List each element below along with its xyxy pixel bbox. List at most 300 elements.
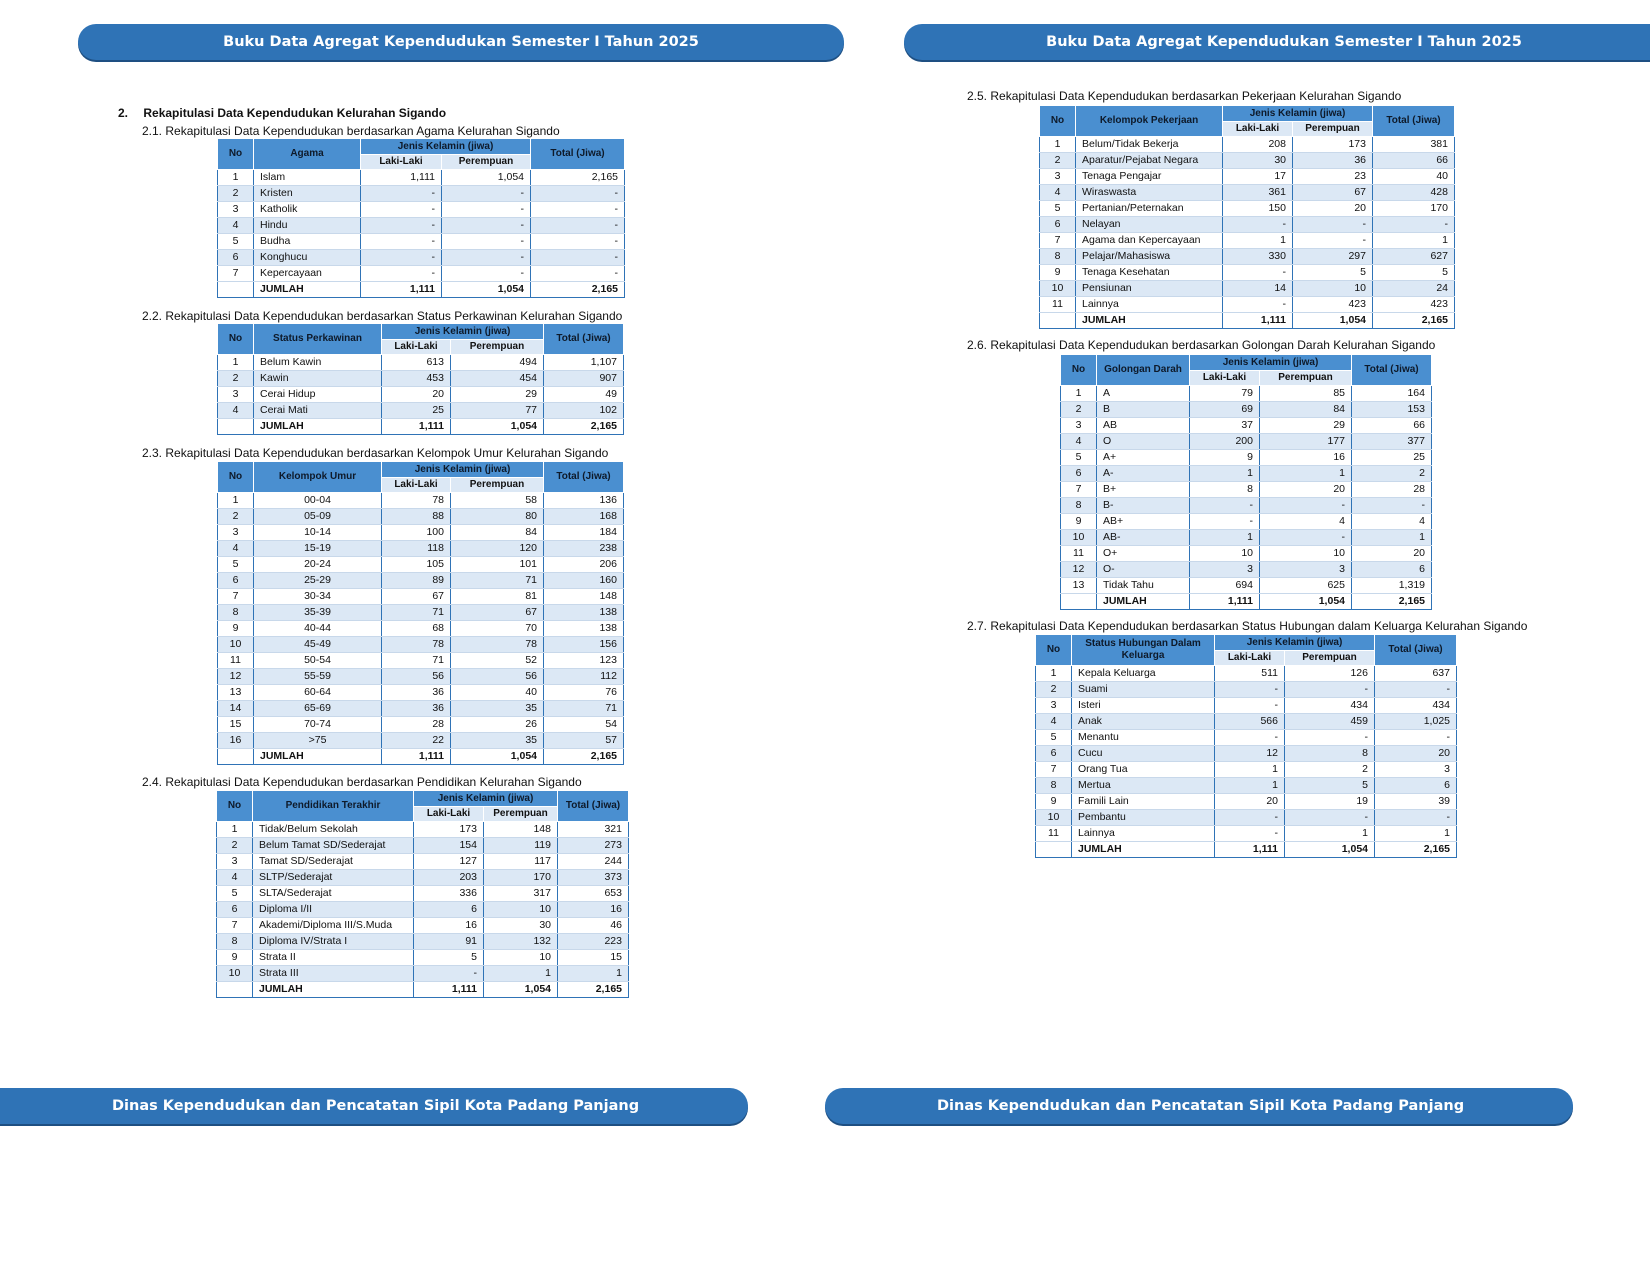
footer-title: Dinas Kependudukan dan Pencatatan Sipil Kota Padang Panjang bbox=[937, 1098, 1465, 1114]
table-row bbox=[218, 733, 624, 749]
total-male: 1,111 bbox=[414, 982, 484, 998]
row-total: 1 bbox=[1373, 233, 1455, 249]
row-female: 26 bbox=[451, 717, 544, 733]
table-row bbox=[1040, 185, 1455, 201]
row-male: 566 bbox=[1215, 714, 1285, 730]
col-header-no: No bbox=[217, 791, 253, 822]
row-no: 6 bbox=[1040, 217, 1076, 233]
row-no: 7 bbox=[218, 589, 254, 605]
row-female: 173 bbox=[1293, 137, 1373, 153]
row-female: - bbox=[442, 202, 531, 218]
row-total: 321 bbox=[558, 822, 629, 838]
row-no: 2 bbox=[1036, 682, 1072, 698]
row-male: 17 bbox=[1223, 169, 1293, 185]
row-label: Katholik bbox=[254, 202, 361, 218]
row-no: 4 bbox=[218, 541, 254, 557]
row-male: - bbox=[1223, 265, 1293, 281]
table-row bbox=[1061, 514, 1432, 530]
row-label: Mertua bbox=[1072, 778, 1215, 794]
row-no: 7 bbox=[218, 266, 254, 282]
row-female: 70 bbox=[451, 621, 544, 637]
table-pekerjaan bbox=[1039, 105, 1455, 329]
total-male: 1,111 bbox=[382, 749, 451, 765]
row-total: 20 bbox=[1375, 746, 1457, 762]
row-male: - bbox=[1223, 217, 1293, 233]
row-female: 71 bbox=[451, 573, 544, 589]
row-male: 105 bbox=[382, 557, 451, 573]
row-total: 373 bbox=[558, 870, 629, 886]
row-total: 184 bbox=[544, 525, 624, 541]
row-female: 10 bbox=[1260, 546, 1352, 562]
row-total: 112 bbox=[544, 669, 624, 685]
table-pendidikan bbox=[216, 790, 629, 998]
row-female: 52 bbox=[451, 653, 544, 669]
col-header-female: Perempuan bbox=[1260, 371, 1352, 386]
row-total: 907 bbox=[544, 371, 624, 387]
row-no: 15 bbox=[218, 717, 254, 733]
row-label: AB bbox=[1097, 418, 1190, 434]
total-label: JUMLAH bbox=[1072, 842, 1215, 858]
row-label: Tamat SD/Sederajat bbox=[253, 854, 414, 870]
row-male: - bbox=[361, 202, 442, 218]
footer-title: Dinas Kependudukan dan Pencatatan Sipil Kota Padang Panjang bbox=[112, 1098, 640, 1114]
row-label: Diploma I/II bbox=[253, 902, 414, 918]
col-header-male: Laki-Laki bbox=[1190, 371, 1260, 386]
table-perkawinan bbox=[217, 323, 624, 435]
row-total: 170 bbox=[1373, 201, 1455, 217]
row-label: B- bbox=[1097, 498, 1190, 514]
row-label: Suami bbox=[1072, 682, 1215, 698]
header-title: Buku Data Agregat Kependudukan Semester I Tahun 2025 bbox=[223, 34, 699, 50]
table-row bbox=[1040, 153, 1455, 169]
row-total: 164 bbox=[1352, 386, 1432, 402]
table-row bbox=[218, 234, 625, 250]
row-no: 3 bbox=[218, 387, 254, 403]
row-female: - bbox=[1260, 530, 1352, 546]
total-row bbox=[218, 282, 625, 298]
row-no: 7 bbox=[1040, 233, 1076, 249]
table-umur bbox=[217, 461, 624, 765]
row-label: Famili Lain bbox=[1072, 794, 1215, 810]
row-label: Lainnya bbox=[1076, 297, 1223, 313]
total-no-cell bbox=[218, 749, 254, 765]
row-female: 454 bbox=[451, 371, 544, 387]
table-row bbox=[218, 669, 624, 685]
row-no: 4 bbox=[217, 870, 253, 886]
table-row bbox=[1061, 530, 1432, 546]
col-header-male: Laki-Laki bbox=[382, 478, 451, 493]
table-row bbox=[1036, 666, 1457, 682]
row-label: 55-59 bbox=[254, 669, 382, 685]
row-total: 57 bbox=[544, 733, 624, 749]
total-sum: 2,165 bbox=[1375, 842, 1457, 858]
table-row bbox=[218, 403, 624, 419]
row-no: 3 bbox=[218, 202, 254, 218]
table-row bbox=[217, 870, 629, 886]
row-no: 16 bbox=[218, 733, 254, 749]
col-header-label: Golongan Darah bbox=[1097, 355, 1190, 386]
row-female: 30 bbox=[484, 918, 558, 934]
table-row bbox=[218, 186, 625, 202]
row-no: 3 bbox=[218, 525, 254, 541]
row-no: 1 bbox=[218, 493, 254, 509]
row-female: 8 bbox=[1285, 746, 1375, 762]
col-header-female: Perempuan bbox=[1285, 651, 1375, 666]
row-total: - bbox=[531, 250, 625, 266]
table-darah bbox=[1060, 354, 1432, 610]
table-row bbox=[1036, 682, 1457, 698]
row-total: 1,107 bbox=[544, 355, 624, 371]
row-no: 1 bbox=[1040, 137, 1076, 153]
row-female: 36 bbox=[1293, 153, 1373, 169]
table-row bbox=[218, 605, 624, 621]
row-no: 11 bbox=[1040, 297, 1076, 313]
table-row bbox=[1040, 169, 1455, 185]
row-male: 91 bbox=[414, 934, 484, 950]
row-male: 12 bbox=[1215, 746, 1285, 762]
row-female: 10 bbox=[484, 902, 558, 918]
row-no: 7 bbox=[217, 918, 253, 934]
table-row bbox=[218, 637, 624, 653]
row-male: 89 bbox=[382, 573, 451, 589]
row-no: 2 bbox=[217, 838, 253, 854]
table-row bbox=[217, 886, 629, 902]
row-total: 206 bbox=[544, 557, 624, 573]
row-no: 11 bbox=[1061, 546, 1097, 562]
table-agama bbox=[217, 138, 625, 298]
row-total: 1,319 bbox=[1352, 578, 1432, 594]
total-male: 1,111 bbox=[1190, 594, 1260, 610]
row-female: 29 bbox=[451, 387, 544, 403]
table-row bbox=[1061, 402, 1432, 418]
row-male: - bbox=[1190, 514, 1260, 530]
row-total: 5 bbox=[1373, 265, 1455, 281]
row-no: 10 bbox=[217, 966, 253, 982]
row-female: 177 bbox=[1260, 434, 1352, 450]
col-header-gender-group: Jenis Kelamin (jiwa) bbox=[414, 791, 558, 807]
row-label: Menantu bbox=[1072, 730, 1215, 746]
table-row bbox=[218, 202, 625, 218]
row-total: 6 bbox=[1352, 562, 1432, 578]
row-total: - bbox=[1352, 498, 1432, 514]
row-female: 625 bbox=[1260, 578, 1352, 594]
row-no: 2 bbox=[1040, 153, 1076, 169]
col-header-total: Total (Jiwa) bbox=[531, 139, 625, 170]
col-header-no: No bbox=[218, 462, 254, 493]
row-no: 11 bbox=[218, 653, 254, 669]
row-male: 330 bbox=[1223, 249, 1293, 265]
table-row bbox=[218, 685, 624, 701]
total-female: 1,054 bbox=[451, 419, 544, 435]
table-row bbox=[218, 493, 624, 509]
row-total: 1 bbox=[558, 966, 629, 982]
col-header-label: Kelompok Pekerjaan bbox=[1076, 106, 1223, 137]
row-female: 434 bbox=[1285, 698, 1375, 714]
table-row bbox=[218, 525, 624, 541]
row-male: 1 bbox=[1190, 530, 1260, 546]
row-male: - bbox=[1223, 297, 1293, 313]
row-label: Pembantu bbox=[1072, 810, 1215, 826]
row-label: Konghucu bbox=[254, 250, 361, 266]
row-total: 46 bbox=[558, 918, 629, 934]
total-label: JUMLAH bbox=[254, 282, 361, 298]
row-label: AB- bbox=[1097, 530, 1190, 546]
row-total: 15 bbox=[558, 950, 629, 966]
total-female: 1,054 bbox=[1293, 313, 1373, 329]
row-female: 85 bbox=[1260, 386, 1352, 402]
table-row bbox=[1036, 746, 1457, 762]
total-row bbox=[1061, 594, 1432, 610]
table-row bbox=[1036, 714, 1457, 730]
row-label: Belum Kawin bbox=[254, 355, 382, 371]
row-female: 10 bbox=[484, 950, 558, 966]
row-male: 694 bbox=[1190, 578, 1260, 594]
col-header-total: Total (Jiwa) bbox=[1375, 635, 1457, 666]
row-no: 2 bbox=[218, 509, 254, 525]
table-row bbox=[1040, 217, 1455, 233]
total-row bbox=[218, 749, 624, 765]
row-label: Cerai Mati bbox=[254, 403, 382, 419]
total-sum: 2,165 bbox=[1352, 594, 1432, 610]
header-banner-left bbox=[78, 24, 844, 60]
row-total: 102 bbox=[544, 403, 624, 419]
col-header-label: Pendidikan Terakhir bbox=[253, 791, 414, 822]
row-male: 1,111 bbox=[361, 170, 442, 186]
table-row bbox=[1040, 201, 1455, 217]
row-label: Aparatur/Pejabat Negara bbox=[1076, 153, 1223, 169]
row-female: - bbox=[1285, 682, 1375, 698]
row-no: 2 bbox=[218, 186, 254, 202]
table-title-agama: 2.1. Rekapitulasi Data Kependudukan berdasarkan Agama Kelurahan Sigando bbox=[142, 124, 560, 138]
col-header-gender-group: Jenis Kelamin (jiwa) bbox=[361, 139, 531, 155]
table-row bbox=[218, 250, 625, 266]
header-title: Buku Data Agregat Kependudukan Semester I Tahun 2025 bbox=[1046, 34, 1522, 50]
row-female: 29 bbox=[1260, 418, 1352, 434]
row-no: 12 bbox=[218, 669, 254, 685]
row-male: 69 bbox=[1190, 402, 1260, 418]
row-male: 361 bbox=[1223, 185, 1293, 201]
row-label: Kristen bbox=[254, 186, 361, 202]
section-number: 2. bbox=[118, 106, 129, 120]
row-total: 1 bbox=[1352, 530, 1432, 546]
row-total: - bbox=[531, 234, 625, 250]
footer-banner-right bbox=[825, 1088, 1573, 1124]
row-male: 511 bbox=[1215, 666, 1285, 682]
row-male: - bbox=[361, 250, 442, 266]
row-label: Anak bbox=[1072, 714, 1215, 730]
row-no: 9 bbox=[1036, 794, 1072, 810]
table-row bbox=[1036, 794, 1457, 810]
row-no: 6 bbox=[1036, 746, 1072, 762]
row-label: Isteri bbox=[1072, 698, 1215, 714]
row-female: 80 bbox=[451, 509, 544, 525]
total-male: 1,111 bbox=[1223, 313, 1293, 329]
row-female: 58 bbox=[451, 493, 544, 509]
row-total: 16 bbox=[558, 902, 629, 918]
row-male: - bbox=[1215, 810, 1285, 826]
total-row bbox=[217, 982, 629, 998]
row-female: 35 bbox=[451, 701, 544, 717]
row-female: 170 bbox=[484, 870, 558, 886]
col-header-total: Total (Jiwa) bbox=[544, 324, 624, 355]
col-header-label: Agama bbox=[254, 139, 361, 170]
row-total: 160 bbox=[544, 573, 624, 589]
row-male: 20 bbox=[1215, 794, 1285, 810]
col-header-gender-group: Jenis Kelamin (jiwa) bbox=[1215, 635, 1375, 651]
row-label: O bbox=[1097, 434, 1190, 450]
table-row bbox=[1040, 137, 1455, 153]
total-row bbox=[1036, 842, 1457, 858]
row-no: 3 bbox=[217, 854, 253, 870]
row-female: 317 bbox=[484, 886, 558, 902]
row-no: 6 bbox=[217, 902, 253, 918]
total-label: JUMLAH bbox=[253, 982, 414, 998]
row-no: 8 bbox=[1036, 778, 1072, 794]
row-label: Orang Tua bbox=[1072, 762, 1215, 778]
col-header-label: Status Hubungan Dalam Keluarga bbox=[1072, 635, 1215, 666]
row-female: - bbox=[442, 218, 531, 234]
row-total: 434 bbox=[1375, 698, 1457, 714]
col-header-male: Laki-Laki bbox=[382, 340, 451, 355]
col-header-total: Total (Jiwa) bbox=[544, 462, 624, 493]
row-female: - bbox=[442, 266, 531, 282]
row-label: 20-24 bbox=[254, 557, 382, 573]
row-male: 36 bbox=[382, 701, 451, 717]
row-no: 9 bbox=[1061, 514, 1097, 530]
table-row bbox=[218, 387, 624, 403]
row-female: 148 bbox=[484, 822, 558, 838]
col-header-female: Perempuan bbox=[442, 155, 531, 170]
total-no-cell bbox=[217, 982, 253, 998]
row-male: 10 bbox=[1190, 546, 1260, 562]
row-male: 67 bbox=[382, 589, 451, 605]
row-no: 6 bbox=[218, 573, 254, 589]
table-row bbox=[1040, 281, 1455, 297]
total-row bbox=[218, 419, 624, 435]
row-male: - bbox=[1215, 730, 1285, 746]
col-header-gender-group: Jenis Kelamin (jiwa) bbox=[382, 462, 544, 478]
row-male: 150 bbox=[1223, 201, 1293, 217]
row-total: 381 bbox=[1373, 137, 1455, 153]
row-male: - bbox=[361, 186, 442, 202]
row-female: 40 bbox=[451, 685, 544, 701]
row-female: 10 bbox=[1293, 281, 1373, 297]
row-total: 244 bbox=[558, 854, 629, 870]
row-female: 423 bbox=[1293, 297, 1373, 313]
table-row bbox=[1040, 233, 1455, 249]
row-label: Agama dan Kepercayaan bbox=[1076, 233, 1223, 249]
row-total: 25 bbox=[1352, 450, 1432, 466]
row-label: 15-19 bbox=[254, 541, 382, 557]
row-female: 77 bbox=[451, 403, 544, 419]
table-row bbox=[1036, 762, 1457, 778]
row-no: 4 bbox=[1061, 434, 1097, 450]
row-female: 1 bbox=[484, 966, 558, 982]
table-row bbox=[1040, 265, 1455, 281]
row-no: 8 bbox=[1040, 249, 1076, 265]
total-no-cell bbox=[1036, 842, 1072, 858]
row-no: 9 bbox=[218, 621, 254, 637]
row-label: 45-49 bbox=[254, 637, 382, 653]
col-header-gender-group: Jenis Kelamin (jiwa) bbox=[1190, 355, 1352, 371]
row-total: 1 bbox=[1375, 826, 1457, 842]
row-no: 4 bbox=[1040, 185, 1076, 201]
total-sum: 2,165 bbox=[544, 749, 624, 765]
col-header-female: Perempuan bbox=[1293, 122, 1373, 137]
total-row bbox=[1040, 313, 1455, 329]
row-no: 10 bbox=[1036, 810, 1072, 826]
row-total: 273 bbox=[558, 838, 629, 854]
total-female: 1,054 bbox=[1285, 842, 1375, 858]
table-row bbox=[218, 557, 624, 573]
row-male: 203 bbox=[414, 870, 484, 886]
row-total: 653 bbox=[558, 886, 629, 902]
row-label: Diploma IV/Strata I bbox=[253, 934, 414, 950]
table-row bbox=[218, 509, 624, 525]
row-female: 56 bbox=[451, 669, 544, 685]
section-title: Rekapitulasi Data Kependudukan Kelurahan Sigando bbox=[143, 106, 447, 120]
row-no: 12 bbox=[1061, 562, 1097, 578]
row-label: Wiraswasta bbox=[1076, 185, 1223, 201]
total-no-cell bbox=[1040, 313, 1076, 329]
row-female: 5 bbox=[1285, 778, 1375, 794]
row-male: 173 bbox=[414, 822, 484, 838]
row-label: 40-44 bbox=[254, 621, 382, 637]
col-header-total: Total (Jiwa) bbox=[1352, 355, 1432, 386]
row-female: - bbox=[1293, 233, 1373, 249]
row-female: - bbox=[442, 186, 531, 202]
row-label: SLTA/Sederajat bbox=[253, 886, 414, 902]
row-male: 71 bbox=[382, 605, 451, 621]
table-row bbox=[217, 854, 629, 870]
row-male: 8 bbox=[1190, 482, 1260, 498]
row-male: 127 bbox=[414, 854, 484, 870]
row-label: O- bbox=[1097, 562, 1190, 578]
table-row bbox=[217, 902, 629, 918]
row-no: 10 bbox=[1061, 530, 1097, 546]
row-total: 136 bbox=[544, 493, 624, 509]
row-label: SLTP/Sederajat bbox=[253, 870, 414, 886]
table-row bbox=[218, 541, 624, 557]
row-female: - bbox=[1285, 730, 1375, 746]
total-female: 1,054 bbox=[1260, 594, 1352, 610]
row-female: 1,054 bbox=[442, 170, 531, 186]
row-male: - bbox=[361, 218, 442, 234]
total-label: JUMLAH bbox=[1097, 594, 1190, 610]
row-total: - bbox=[1375, 730, 1457, 746]
col-header-no: No bbox=[218, 324, 254, 355]
total-sum: 2,165 bbox=[1373, 313, 1455, 329]
table-row bbox=[218, 170, 625, 186]
row-total: 223 bbox=[558, 934, 629, 950]
row-label: Pertanian/Peternakan bbox=[1076, 201, 1223, 217]
table-row bbox=[1061, 386, 1432, 402]
header-banner-right bbox=[904, 24, 1650, 60]
section-heading bbox=[118, 106, 446, 120]
row-male: - bbox=[361, 234, 442, 250]
total-label: JUMLAH bbox=[254, 749, 382, 765]
row-female: - bbox=[442, 234, 531, 250]
row-no: 2 bbox=[218, 371, 254, 387]
total-male: 1,111 bbox=[1215, 842, 1285, 858]
total-no-cell bbox=[218, 282, 254, 298]
row-total: - bbox=[1375, 810, 1457, 826]
row-total: 148 bbox=[544, 589, 624, 605]
row-female: 20 bbox=[1260, 482, 1352, 498]
row-female: 81 bbox=[451, 589, 544, 605]
row-label: Tidak/Belum Sekolah bbox=[253, 822, 414, 838]
row-label: 30-34 bbox=[254, 589, 382, 605]
